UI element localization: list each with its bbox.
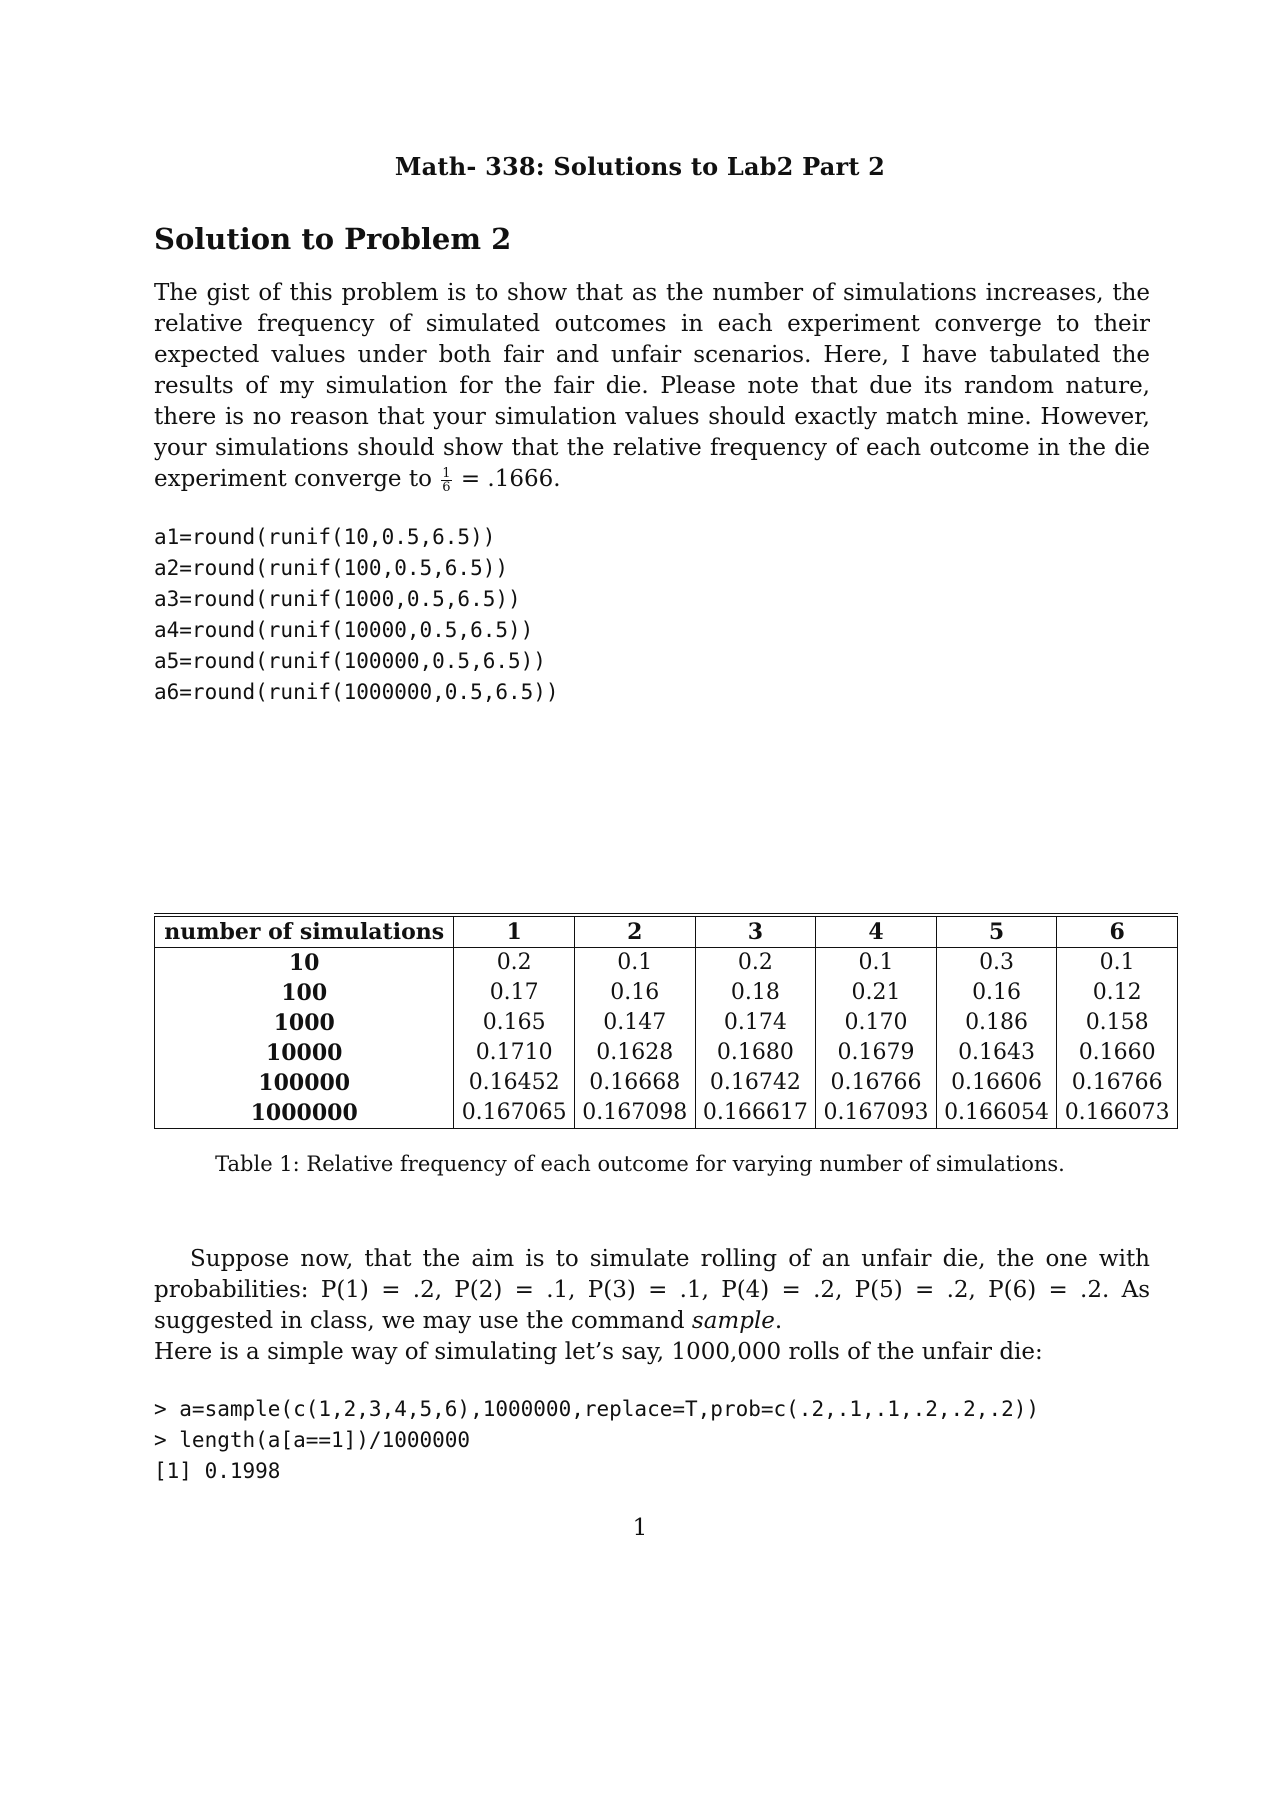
frequency-table xyxy=(154,913,1178,1129)
table-cell: 0.170 xyxy=(816,1008,937,1038)
table-cell: 0.1 xyxy=(816,948,937,979)
table-cell: 0.166054 xyxy=(936,1098,1057,1129)
table-cell: 1000 xyxy=(273,1010,335,1036)
code-line: a1=round(runif(10,0.5,6.5)) xyxy=(154,525,496,549)
table-cell: 0.2 xyxy=(454,948,575,979)
fraction-denominator: 6 xyxy=(442,479,451,495)
intro-text: The gist of this problem is to show that as the number of simulations increases, the relative frequency of simulated outcomes in each experiment converge to their expected values under both fair and unfair scenarios. Here, I have tabulated the results of my simulation for the fair die. Please note that due its random nature, there is no reason that your simulation values should exactly match mine. However, your simulations should show that the relative frequency of each outcome in the die experiment converge to xyxy=(154,280,1150,492)
code-line: a4=round(runif(10000,0.5,6.5)) xyxy=(154,618,534,642)
header-cell: 2 xyxy=(574,915,695,948)
unfair-die-text: Suppose now, that the aim is to simulate rolling of an unfair die, the one with probabilities: P(1) = .2, P(2) = .1, P(3) = .1, P(4) = .2, P(5) = .2, P(6) = .2. As suggested in class, we may use the command xyxy=(154,1246,1150,1334)
table-cell: 0.16 xyxy=(574,978,695,1008)
document-title: Math- 338: Solutions to Lab2 Part 2 xyxy=(394,152,886,181)
table-cell: 0.167065 xyxy=(454,1098,575,1129)
table-cell: 0.165 xyxy=(454,1008,575,1038)
command-name: sample xyxy=(691,1308,775,1334)
unfair-die-paragraph xyxy=(154,1244,1150,1337)
code-line: > a=sample(c(1,2,3,4,5,6),1000000,replace=T,prob=c(.2,.1,.1,.2,.2,.2)) xyxy=(154,1397,1040,1421)
code-line: a5=round(runif(100000,0.5,6.5)) xyxy=(154,649,546,673)
table-cell: 0.18 xyxy=(695,978,816,1008)
table-caption: Table 1: Relative frequency of each outcome for varying number of simulations. xyxy=(215,1152,1065,1176)
header-cell: 6 xyxy=(1057,915,1178,948)
fraction-one-sixth xyxy=(441,467,451,494)
table-cell: 0.16 xyxy=(936,978,1057,1008)
table-cell: 10 xyxy=(288,950,320,976)
code-line: a6=round(runif(1000000,0.5,6.5)) xyxy=(154,680,559,704)
table-cell: 0.16668 xyxy=(574,1068,695,1098)
table-cell: 0.1628 xyxy=(574,1038,695,1068)
section-heading: Solution to Problem 2 xyxy=(154,222,512,256)
table-cell: 0.174 xyxy=(695,1008,816,1038)
table-cell: 0.1 xyxy=(1057,948,1178,979)
table-cell: 0.2 xyxy=(695,948,816,979)
table-row xyxy=(155,1068,1178,1098)
code-block-runif xyxy=(154,522,559,708)
table-cell: 0.1710 xyxy=(454,1038,575,1068)
simulation-intro-paragraph: Here is a simple way of simulating let’s say, 1000,000 rolls of the unfair die: xyxy=(154,1339,1043,1365)
table-row xyxy=(155,1008,1178,1038)
table-cell: 100 xyxy=(281,980,328,1006)
table-cell: 0.21 xyxy=(816,978,937,1008)
table-cell: 0.17 xyxy=(454,978,575,1008)
table-row xyxy=(155,978,1178,1008)
table-cell: 0.1 xyxy=(574,948,695,979)
table-cell: 0.158 xyxy=(1057,1008,1178,1038)
table-cell: 0.167098 xyxy=(574,1098,695,1129)
table-cell: 0.16766 xyxy=(816,1068,937,1098)
table-cell: 0.1660 xyxy=(1057,1038,1178,1068)
header-cell: 4 xyxy=(816,915,937,948)
table-row xyxy=(155,1038,1178,1068)
header-cell: number of simulations xyxy=(155,915,454,948)
table-cell: 0.1643 xyxy=(936,1038,1057,1068)
sentence-end: . xyxy=(774,1308,783,1334)
page-number: 1 xyxy=(632,1515,648,1541)
table-cell: 1000000 xyxy=(250,1100,358,1126)
table-cell: 0.167093 xyxy=(816,1098,937,1129)
table-cell: 100000 xyxy=(258,1070,351,1096)
code-block-sample xyxy=(154,1394,1039,1487)
table-cell: 0.1679 xyxy=(816,1038,937,1068)
code-line: [1] 0.1998 xyxy=(154,1459,281,1483)
table-cell: 0.16766 xyxy=(1057,1068,1178,1098)
table-cell: 0.16606 xyxy=(936,1068,1057,1098)
table-header-row xyxy=(155,915,1178,948)
table-cell: 0.1680 xyxy=(695,1038,816,1068)
header-cell: 5 xyxy=(936,915,1057,948)
fraction-numerator: 1 xyxy=(442,465,451,481)
header-cell: 1 xyxy=(454,915,575,948)
table-cell: 0.147 xyxy=(574,1008,695,1038)
intro-paragraph xyxy=(154,278,1150,495)
table-cell: 0.166617 xyxy=(695,1098,816,1129)
intro-tail: = .1666. xyxy=(460,466,561,492)
code-line: a2=round(runif(100,0.5,6.5)) xyxy=(154,556,509,580)
code-line: > length(a[a==1])/1000000 xyxy=(154,1428,471,1452)
table-cell: 0.16742 xyxy=(695,1068,816,1098)
table-row xyxy=(155,1098,1178,1129)
table-cell: 0.166073 xyxy=(1057,1098,1178,1129)
table-cell: 0.3 xyxy=(936,948,1057,979)
table-row xyxy=(155,948,1178,979)
table-cell: 0.16452 xyxy=(454,1068,575,1098)
code-line: a3=round(runif(1000,0.5,6.5)) xyxy=(154,587,521,611)
header-cell: 3 xyxy=(695,915,816,948)
table-cell: 0.186 xyxy=(936,1008,1057,1038)
table-cell: 10000 xyxy=(265,1040,343,1066)
table-cell: 0.12 xyxy=(1057,978,1178,1008)
